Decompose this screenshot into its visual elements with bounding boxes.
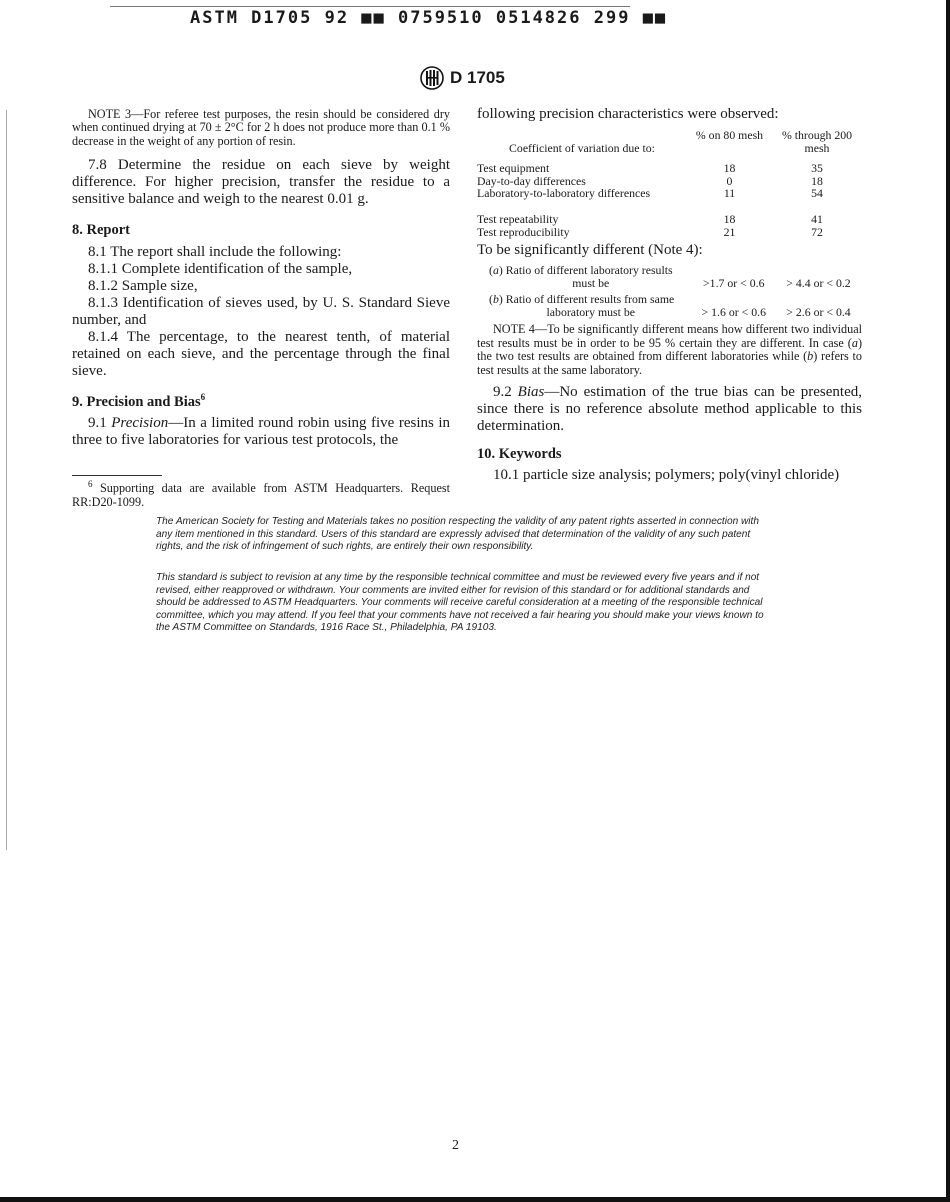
table-row — [477, 213, 862, 226]
note4-text-2: ) the two test results are obtained from different laboratories while ( — [477, 335, 862, 364]
note4-case-b: b — [807, 349, 814, 364]
coefficient-variation-table — [477, 129, 862, 238]
footnote-text: Supporting data are available from ASTM Headquarters. Request RR:D20-1099. — [72, 481, 450, 509]
row-value-200: 72 — [811, 224, 823, 239]
sig-b-value-80: > 1.6 or < 0.6 — [701, 304, 766, 319]
sig-b-label — [477, 293, 693, 319]
paragraph-8-1-1: 8.1.1 Complete identification of the sample, — [88, 261, 353, 278]
sig-b-line2: laboratory must be — [546, 304, 635, 319]
title-block — [420, 66, 505, 90]
note4-text-3: ) refers to test results at the same laboratory. — [477, 349, 862, 377]
paragraph-8-1: 8.1 The report shall include the following: — [88, 244, 342, 261]
section-9-heading — [72, 394, 450, 411]
scan-edge-right — [946, 0, 950, 1202]
section-10-heading: 10. Keywords — [477, 445, 562, 462]
table-header-80-mesh: % on 80 mesh — [695, 128, 764, 142]
p9-1-title: Precision — [111, 415, 169, 432]
paragraph-8-1-2: 8.1.2 Sample size, — [88, 278, 198, 295]
row-label: Day-to-day differences — [477, 173, 586, 188]
sig-b-value-200: > 2.6 or < 0.4 — [786, 304, 851, 319]
sig-b-line1-text: Ratio of different results from same — [505, 291, 675, 306]
row-value-80: 11 — [723, 186, 736, 201]
p9-1-text: —In a limited round robin using five resins in three to five laboratories for various test protocols, the — [72, 415, 451, 449]
precision-intro: following precision characteristics were observed: — [477, 106, 779, 122]
row-value-200: 54 — [811, 186, 823, 201]
sig-b-letter: b — [492, 291, 499, 306]
sig-a-line1-text: Ratio of different laboratory results — [505, 263, 673, 278]
sig-a-line1: (a) Ratio of different laboratory results — [489, 263, 673, 278]
p9-2-title: Bias — [517, 383, 545, 400]
sig-a-value-80: >1.7 or < 0.6 — [703, 275, 765, 290]
paragraph-7-8: 7.8 Determine the residue on each sieve by weight difference. For higher precision, transfer the residue to a sensitive balance and weigh to the nearest 0.01 g. — [72, 157, 450, 208]
document-code-line: ASTM D1705 92 ■■ 0759510 0514826 299 ■■ — [190, 8, 668, 28]
page-number: 2 — [452, 1138, 459, 1153]
astm-logo-icon — [420, 66, 444, 90]
footnote-mark: 6 — [88, 479, 93, 490]
table-row — [477, 264, 862, 290]
note-3: NOTE 3—For referee test purposes, the resin should be considered dry when continued drying at 70 ± 2°C for 2 h does not produce more than 0.1 % decrease in the weight of any portion of resin. — [72, 107, 450, 148]
section-9-title: 9. Precision and Bias — [72, 394, 201, 411]
row-value-80: 0 — [726, 173, 733, 188]
table-row — [477, 293, 862, 319]
footnote-6 — [72, 479, 450, 509]
table-row — [477, 187, 862, 200]
sig-a-value-200: > 4.4 or < 0.2 — [786, 275, 851, 290]
table-header-row — [477, 129, 862, 154]
note4-case-a: a — [851, 335, 858, 350]
row-value-200: 35 — [811, 161, 823, 176]
significance-table — [477, 264, 862, 318]
table-row — [477, 226, 862, 239]
note-4 — [477, 323, 862, 377]
p9-2-text: —No estimation of the true bias can be presented, since there is no reference absolute method applicable to this determination. — [477, 383, 862, 434]
table-header-200-mesh: % through 200 mesh — [781, 128, 853, 155]
row-value-80: 21 — [723, 224, 736, 239]
sig-a-letter: a — [492, 263, 499, 278]
scan-edge-bottom — [0, 1197, 950, 1202]
table-header-label: Coefficient of variation due to: — [509, 140, 655, 155]
row-value-80: 18 — [723, 211, 736, 226]
p9-1-number: 9.1 — [88, 415, 107, 432]
scan-edge-left — [6, 110, 7, 850]
p9-2-number: 9.2 — [493, 383, 512, 400]
significance-intro: To be significantly different (Note 4): — [477, 242, 703, 259]
row-label: Laboratory-to-laboratory differences — [477, 186, 651, 201]
paragraph-10-1: 10.1 particle size analysis; polymers; poly(vinyl chloride) — [493, 466, 840, 483]
footnote-rule — [72, 475, 162, 476]
sig-b-line1: (b) Ratio of different results from same — [489, 291, 675, 306]
row-label: Test equipment — [477, 161, 550, 176]
paragraph-9-2 — [477, 384, 862, 435]
standard-designation: D 1705 — [450, 68, 505, 87]
paragraph-8-1-4: 8.1.4 The percentage, to the nearest tenth, of material retained on each sieve, and the percentage through the final sieve. — [72, 329, 450, 380]
footnote-ref-6: 6 — [200, 392, 206, 403]
row-value-80: 18 — [723, 161, 736, 176]
right-column — [477, 106, 862, 484]
row-label: Test reproducibility — [477, 224, 570, 239]
section-8-heading: 8. Report — [72, 222, 130, 239]
note4-text-1: NOTE 4—To be significantly different means how different two individual test results must be in order to be 95 % certain they are different. In case ( — [477, 322, 862, 350]
row-value-200: 18 — [811, 173, 823, 188]
header-rule — [110, 6, 630, 7]
patent-disclaimer: The American Society for Testing and Materials takes no position respecting the validity of any patent rights asserted in connection with any item mentioned in this standard. Users of this standard are expressly advised that determination of the validity of any such patent rights, and the risk of infringement of such rights, are entirely their own responsibility. — [156, 516, 759, 553]
row-value-200: 41 — [811, 211, 823, 226]
table-row — [477, 162, 862, 175]
paragraph-9-1 — [72, 415, 450, 449]
sig-a-label — [477, 264, 693, 290]
revision-disclaimer: This standard is subject to revision at any time by the responsible technical committee and must be reviewed every five years and if not revised, either reapproved or withdrawn. Your comments are invited either for revision of this standard or for additional standards and should be addressed to ASTM Headquarters. Your comments will receive careful consideration at a meeting of the responsible technical committee, which you may attend. If you feel that your comments have not received a fair hearing you should make your views known to the ASTM Committee on Standards, 1916 Race St., Philadelphia, PA 19103. — [156, 572, 764, 634]
sig-a-line2: must be — [572, 275, 610, 290]
left-column — [72, 108, 450, 509]
row-label: Test repeatability — [477, 211, 559, 226]
paragraph-8-1-3: 8.1.3 Identification of sieves used, by U. S. Standard Sieve number, and — [72, 295, 450, 329]
